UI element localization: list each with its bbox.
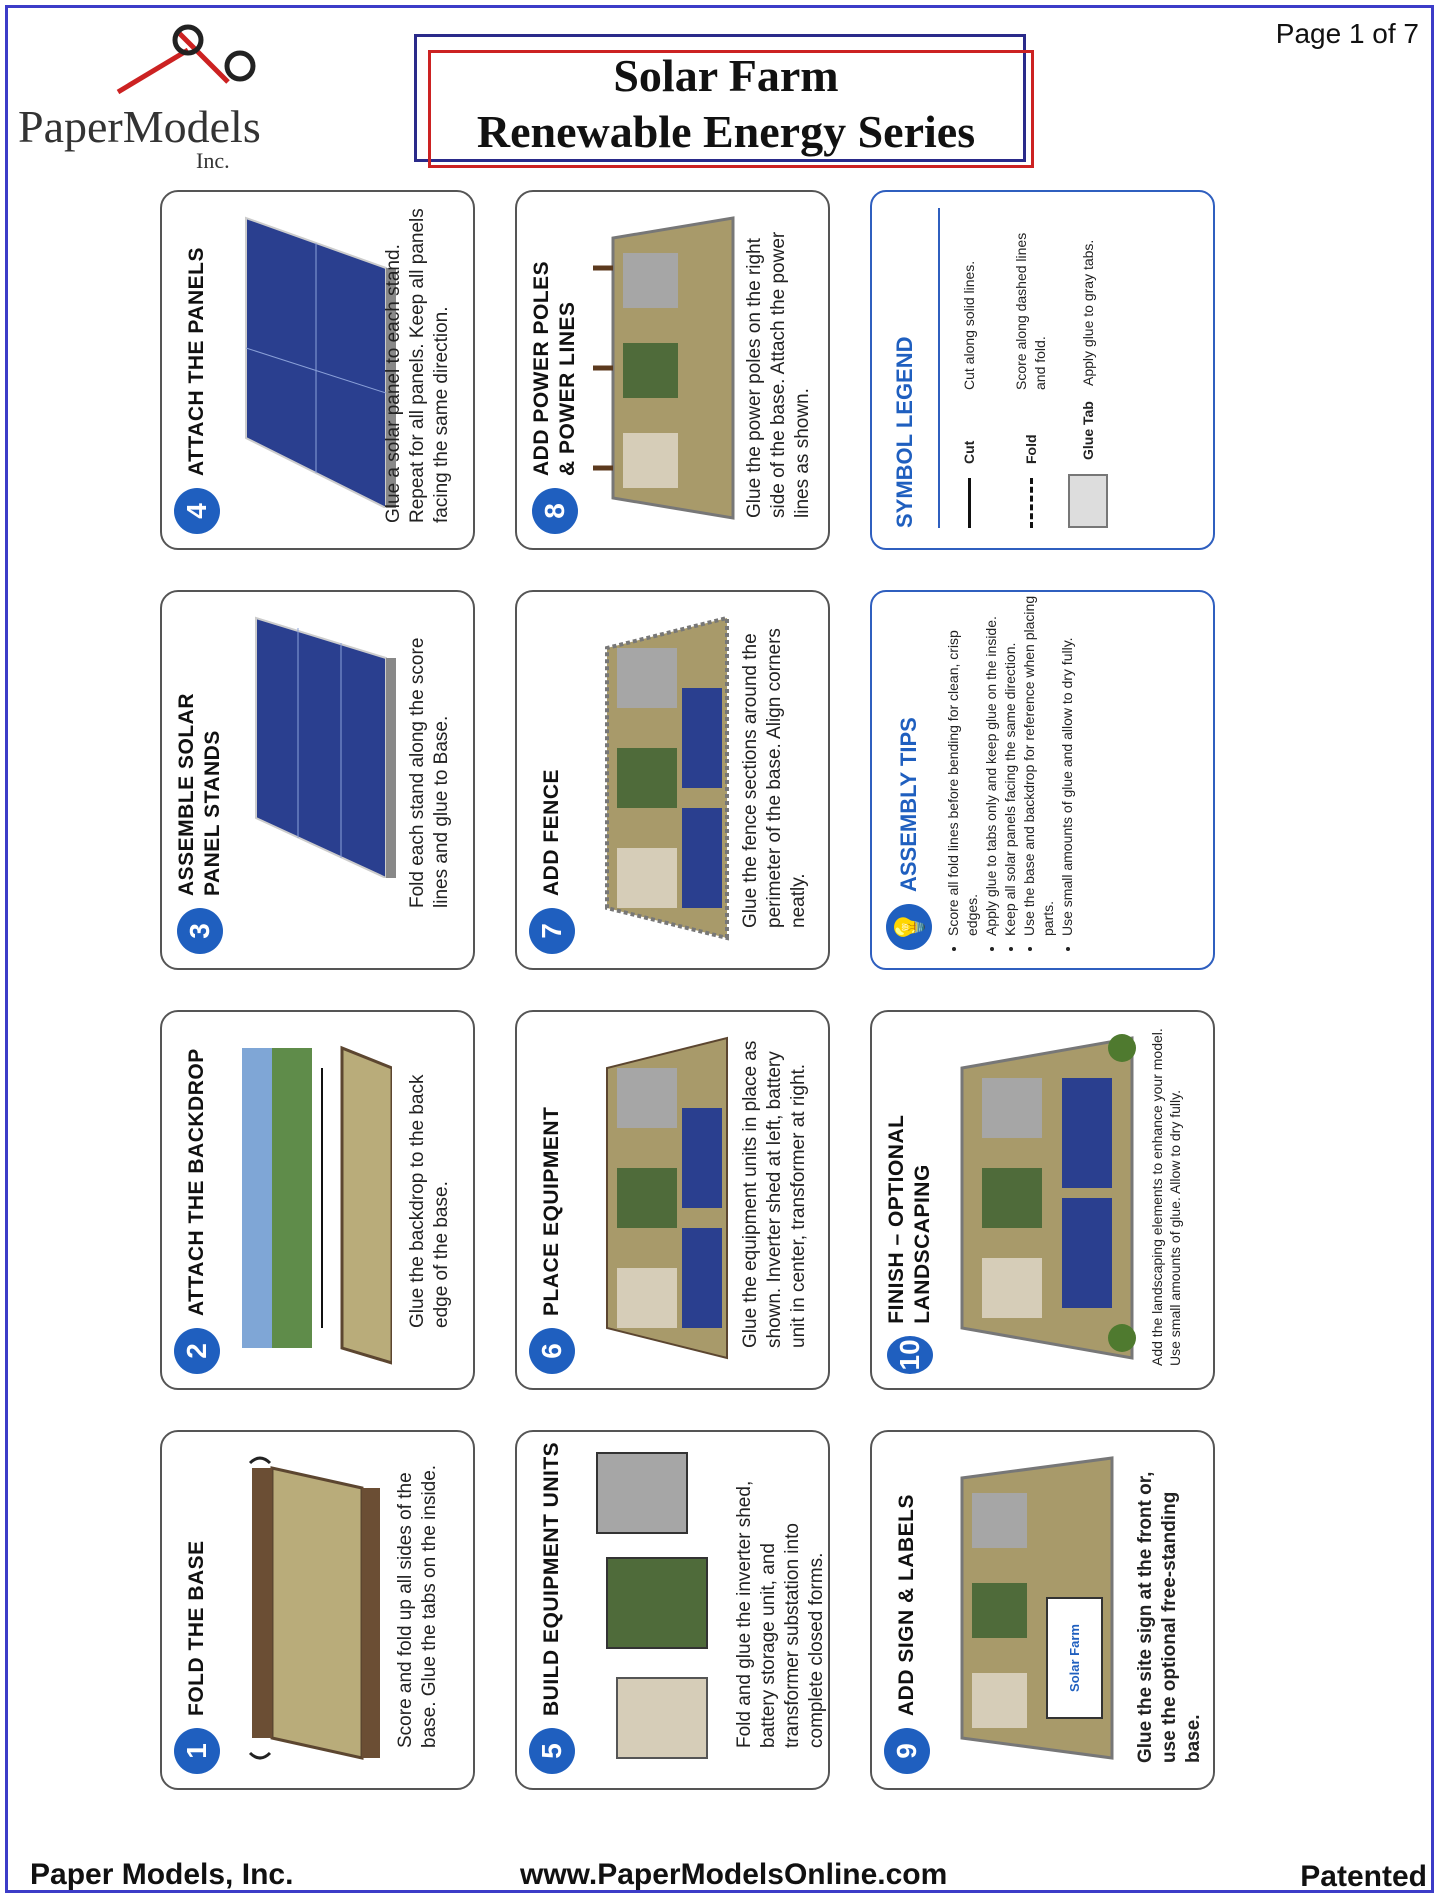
panel-stand-illustration	[236, 608, 396, 878]
step-title: ATTACH THE PANELS	[185, 247, 208, 476]
step-title: FINISH – OPTIONAL LANDSCAPING	[885, 1114, 934, 1324]
step-description: Glue the backdrop to the back edge of the base.	[407, 1074, 452, 1328]
fold-line-icon	[1030, 478, 1033, 528]
step-title: ADD FENCE	[540, 768, 563, 896]
step-description: Add the landscaping elements to enhance your model. Use small amounts of glue. Allow to dry fully.	[1149, 1028, 1183, 1366]
step-number: 10	[887, 1336, 933, 1374]
step-number: 9	[884, 1728, 930, 1774]
glue-tab-icon	[1068, 474, 1108, 528]
legend-row-glue	[1068, 216, 1108, 528]
equipment-units-illustration	[587, 1448, 727, 1768]
legend-symbol: Cut	[961, 440, 977, 464]
footer-company: Paper Models, Inc.	[30, 1858, 294, 1891]
legend-title: SYMBOL LEGEND	[892, 336, 917, 528]
step-description: Glue the site sign at the front or, use the optional free-standing base.	[1135, 1471, 1204, 1763]
step-description: Fold and glue the inverter shed, battery storage unit, and transformer substation into complete closed forms.	[734, 1480, 827, 1748]
tips-title: ASSEMBLY TIPS	[896, 717, 921, 892]
step-title: PLACE EQUIPMENT	[540, 1106, 563, 1316]
step-number: 5	[529, 1728, 575, 1774]
assembly-tips-panel	[870, 590, 1215, 970]
step-card-10	[870, 1010, 1215, 1390]
tips-list	[944, 586, 1077, 958]
legend-symbol: Fold	[1022, 434, 1039, 464]
fence-illustration	[587, 608, 737, 948]
legend-row-cut	[960, 220, 979, 528]
step-description: Glue a solar panel to each stand. Repeat for all panels. Keep all panels facing the same direction.	[383, 208, 452, 523]
step-card-5	[515, 1430, 830, 1790]
step-title: ADD SIGN & LABELS	[895, 1493, 918, 1716]
panels-illustration	[236, 208, 396, 508]
tip-item: • Score all fold lines before bending for clean, crisp edges.	[944, 586, 982, 936]
step-number: 8	[532, 488, 578, 534]
page-number: Page 1 of 7	[1275, 18, 1419, 49]
placed-equipment-illustration	[587, 1028, 737, 1368]
step-number: 2	[174, 1328, 220, 1374]
step-card-6	[515, 1010, 830, 1390]
legend-text: Score along dashed lines and fold.	[1013, 232, 1048, 390]
step-card-9	[870, 1430, 1215, 1790]
step-description: Glue the fence sections around the perimeter of the base. Align corners neatly.	[740, 628, 809, 928]
lightbulb-icon: 💡	[886, 904, 932, 950]
step-card-8	[515, 190, 830, 550]
title-line-1: Solar Farm	[613, 50, 839, 101]
landscaping-illustration	[942, 1028, 1142, 1368]
legend-symbol: Glue Tab	[1079, 401, 1096, 460]
legend-text: Apply glue to gray tabs.	[1079, 239, 1096, 386]
base-illustration	[232, 1448, 382, 1768]
step-description: Glue the power poles on the right side of the base. Attach the power lines as shown.	[744, 231, 813, 518]
legend-text: Cut along solid lines.	[961, 260, 977, 390]
step-title-line-2: PANEL STANDS	[201, 730, 224, 896]
step-number: 3	[177, 908, 223, 954]
tip-item: • Use small amounts of glue and allow to dry fully.	[1058, 586, 1077, 936]
footer-patent: Patented	[1300, 1860, 1427, 1893]
step-number: 6	[529, 1328, 575, 1374]
step-card-7	[515, 590, 830, 970]
step-card-2	[160, 1010, 475, 1390]
step-description: Glue the equipment units in place as shown. Inverter shed at left, battery unit in center, transformer at right.	[740, 1040, 809, 1348]
step-title-line-1: ADD POWER POLES	[530, 260, 553, 476]
tip-item: • Apply glue to tabs only and keep glue on the inside.	[982, 586, 1001, 936]
symbol-legend-panel	[870, 190, 1215, 550]
step-number: 4	[174, 488, 220, 534]
rotated-content	[160, 190, 1310, 1820]
step-description: Score and fold up all sides of the base. Glue the tabs on the inside.	[395, 1464, 440, 1748]
step-title-line-1: ASSEMBLE SOLAR	[175, 692, 198, 896]
scissors-icon	[78, 22, 278, 112]
step-number: 7	[529, 908, 575, 954]
step-title-line-2: & POWER LINES	[556, 301, 579, 476]
step-card-3	[160, 590, 475, 970]
tip-item: • Use the base and backdrop for reference when placing parts.	[1020, 586, 1058, 936]
backdrop-illustration	[232, 1028, 392, 1368]
footer-url[interactable]: www.PaperModelsOnline.com	[520, 1858, 948, 1891]
title-line-2: Renewable Energy Series	[476, 106, 976, 157]
step-card-1	[160, 1430, 475, 1790]
step-title: BUILD EQUIPMENT UNITS	[540, 1441, 563, 1716]
logo-inc: Inc.	[196, 148, 230, 173]
power-lines-illustration	[593, 208, 743, 528]
site-sign-text: Solar Farm	[1067, 1624, 1082, 1692]
sign-illustration	[942, 1448, 1122, 1768]
step-card-4	[160, 190, 475, 550]
step-title: ATTACH THE BACKDROP	[185, 1048, 208, 1316]
tip-item: • Keep all solar panels facing the same direction.	[1001, 586, 1020, 936]
step-title: FOLD THE BASE	[185, 1540, 208, 1716]
step-description: Fold each stand along the score lines and glue to Base.	[407, 637, 452, 908]
step-number: 1	[174, 1728, 220, 1774]
logo-name: PaperModels	[18, 101, 261, 152]
page-title	[420, 48, 1032, 160]
legend-row-fold	[1012, 220, 1050, 528]
company-logo	[18, 22, 278, 172]
cut-line-icon	[968, 478, 971, 528]
